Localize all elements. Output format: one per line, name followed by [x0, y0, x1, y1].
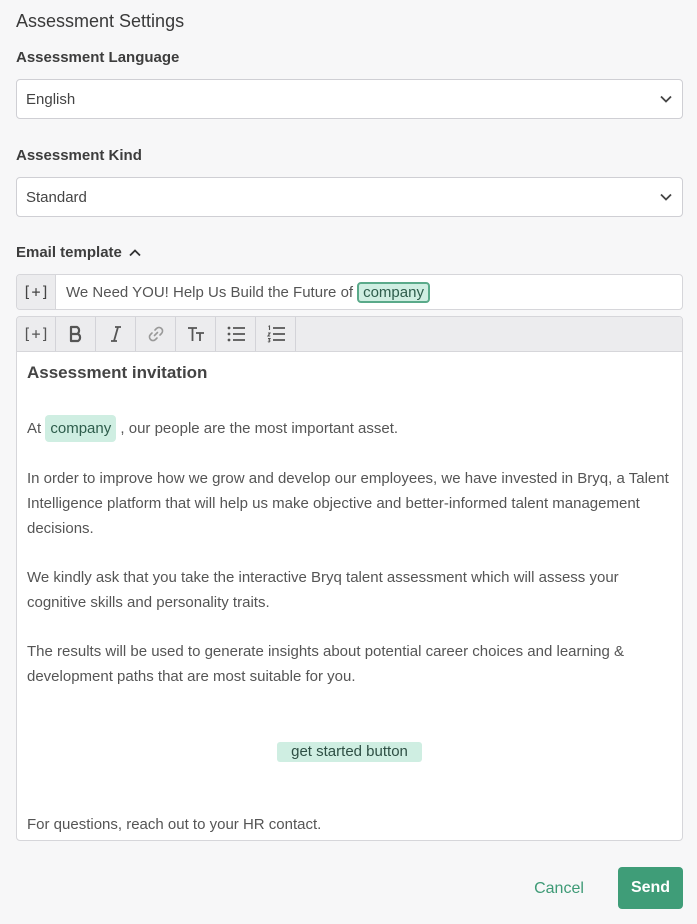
get-started-button-chip[interactable]: get started button: [277, 742, 422, 762]
bold-icon: [66, 324, 86, 344]
bulleted-list-button[interactable]: [216, 317, 256, 351]
subject-text: We Need YOU! Help Us Build the Future of: [66, 283, 354, 301]
editor-toolbar: [17, 317, 682, 352]
body-company-chip[interactable]: company: [45, 415, 116, 442]
email-body-editor[interactable]: [16, 316, 683, 841]
kind-value: Standard: [26, 188, 87, 206]
body-paragraph-3: We kindly ask that you take the interactive Bryq talent assessment which will assess your cognitive skills and personality traits.: [27, 569, 619, 611]
kind-select[interactable]: [16, 177, 683, 217]
chevron-down-icon: [659, 190, 673, 204]
language-label: Assessment Language: [16, 49, 180, 66]
chevron-down-icon: [659, 92, 673, 106]
body-paragraph-5: For questions, reach out to your HR contact.: [27, 816, 322, 833]
bold-button[interactable]: [56, 317, 96, 351]
italic-icon: [106, 324, 126, 344]
chevron-up-icon: [128, 246, 142, 260]
subject-insert-variable-button[interactable]: [+]: [17, 275, 56, 309]
italic-button[interactable]: [96, 317, 136, 351]
kind-label: Assessment Kind: [16, 147, 142, 164]
body-paragraph-2: In order to improve how we grow and develop our employees, we have invested in Bryq, a Talent Intelligence platform that will help us make objective and better-informed talent management decisions.: [27, 470, 669, 537]
cancel-button[interactable]: Cancel: [534, 880, 584, 897]
numbered-list-icon: [266, 324, 286, 344]
body-paragraph-1: At company , our people are the most important asset.: [27, 415, 672, 442]
bulleted-list-icon: [226, 324, 246, 344]
body-paragraph-4: The results will be used to generate insights about potential career choices and learning & development paths that are most suitable for you.: [27, 643, 625, 685]
language-select[interactable]: [16, 79, 683, 119]
page-title: Assessment Settings: [16, 11, 185, 31]
body-heading: Assessment invitation: [27, 363, 208, 382]
send-button[interactable]: Send: [618, 867, 683, 909]
numbered-list-button[interactable]: [256, 317, 296, 351]
email-body-content[interactable]: [17, 352, 682, 837]
subject-company-chip[interactable]: company: [357, 282, 430, 303]
email-template-label: Email template: [16, 244, 122, 261]
text-size-icon: [186, 324, 206, 344]
email-template-toggle[interactable]: [16, 244, 142, 261]
link-button[interactable]: [136, 317, 176, 351]
email-subject-field[interactable]: [16, 274, 683, 310]
text-size-button[interactable]: [176, 317, 216, 351]
body-insert-variable-button[interactable]: [+]: [17, 317, 56, 351]
language-value: English: [26, 90, 76, 108]
link-icon: [146, 324, 166, 344]
